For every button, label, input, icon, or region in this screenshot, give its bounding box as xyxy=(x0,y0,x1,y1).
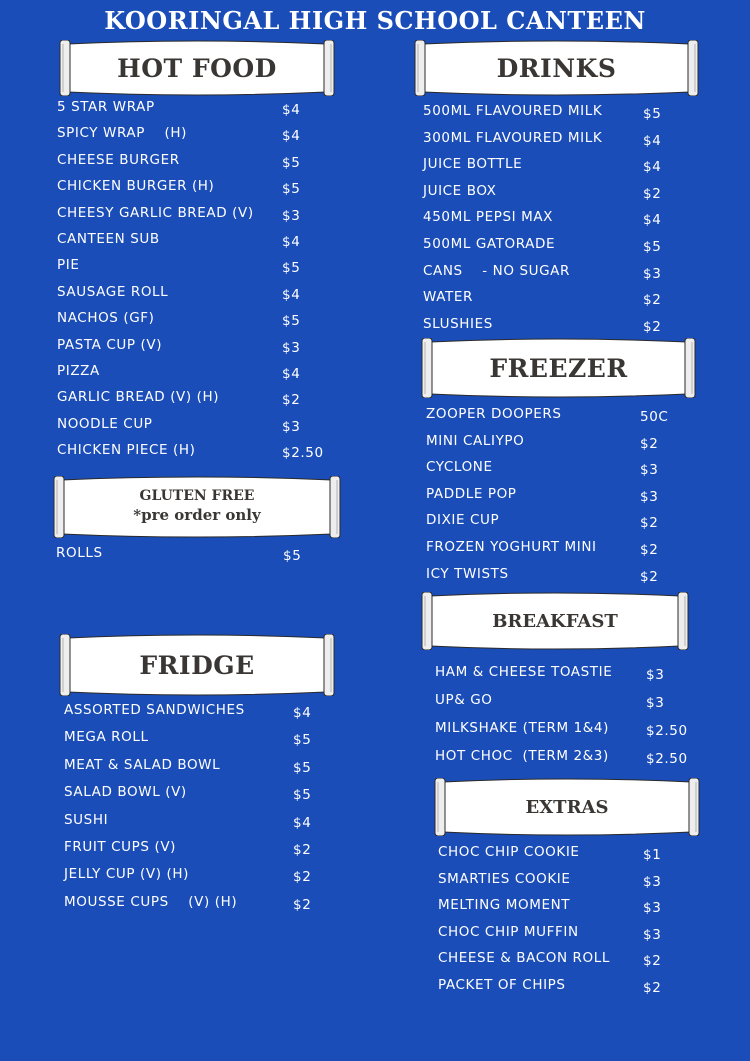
menu-item-name: SUSHI xyxy=(64,811,109,828)
menu-item-price: $5 xyxy=(643,106,662,122)
menu-item-price: $4 xyxy=(293,705,312,721)
menu-item-price: $3 xyxy=(282,418,301,435)
menu-item-name: MOUSSE CUPS (V) (H) xyxy=(64,893,238,910)
breakfast-banner xyxy=(420,592,690,650)
menu-item-name: ZOOPER DOOPERS xyxy=(426,406,562,422)
breakfast-heading: BREAKFAST xyxy=(492,610,618,632)
menu-item-name: HOT CHOC (TERM 2&3) xyxy=(435,748,609,764)
menu-item-price: $3 xyxy=(646,695,665,711)
menu-item-name: CHOC CHIP COOKIE xyxy=(438,844,580,860)
freezer-banner xyxy=(420,338,697,398)
menu-item-name: 450ML PEPSI MAX xyxy=(423,209,554,226)
menu-item-name: HAM & CHEESE TOASTIE xyxy=(435,664,613,680)
menu-item-name: SPICY WRAP (H) xyxy=(57,125,188,142)
menu-item-price: $3 xyxy=(640,462,659,479)
menu-item-name: FRUIT CUPS (V) xyxy=(64,839,177,855)
menu-item-name: MINI CALIYPO xyxy=(426,432,525,449)
menu-item-price: $5 xyxy=(282,181,301,198)
menu-item-price: $3 xyxy=(643,926,662,943)
menu-item-price: $5 xyxy=(643,239,662,255)
page-title: KOORINGAL HIGH SCHOOL CANTEEN xyxy=(104,6,646,35)
menu-item-price: $2.50 xyxy=(282,445,324,462)
gluten-free-subheading: *pre order only xyxy=(133,506,261,524)
menu-item-name: SLUSHIES xyxy=(423,315,493,332)
menu-item-name: MEGA ROLL xyxy=(64,729,149,746)
menu-item-price: $5 xyxy=(283,548,302,564)
menu-item-name: MEAT & SALAD BOWL xyxy=(64,756,221,773)
menu-item-name: CHICKEN PIECE (H) xyxy=(57,442,196,459)
menu-item-name: FROZEN YOGHURT MINI xyxy=(426,539,597,555)
menu-item-name: CANTEEN SUB xyxy=(57,231,160,247)
freezer-heading: FREEZER xyxy=(489,353,628,383)
menu-item-price: $3 xyxy=(643,265,662,282)
menu-item-price: $5 xyxy=(282,154,301,171)
fridge-banner xyxy=(58,634,336,696)
menu-item-price: $2 xyxy=(643,185,662,202)
menu-item-price: $3 xyxy=(643,873,662,890)
menu-item-name: 500ML FLAVOURED MILK xyxy=(423,103,603,119)
menu-item-name: 300ML FLAVOURED MILK xyxy=(423,129,603,146)
menu-item-name: PACKET OF CHIPS xyxy=(438,976,566,993)
menu-item-name: JUICE BOTTLE xyxy=(423,156,523,173)
menu-item-price: $5 xyxy=(282,313,301,330)
menu-item-name: JUICE BOX xyxy=(423,182,497,199)
menu-item-name: GARLIC BREAD (V) (H) xyxy=(57,389,220,406)
menu-item-name: DIXIE CUP xyxy=(426,512,500,529)
menu-item-price: $2 xyxy=(643,318,662,335)
menu-item-price: $4 xyxy=(282,128,301,145)
gluten-free-banner xyxy=(52,476,342,538)
hot-food-banner xyxy=(58,40,336,96)
menu-item-name: MILKSHAKE (TERM 1&4) xyxy=(435,720,609,736)
menu-item-price: $3 xyxy=(640,488,659,505)
menu-item-name: CHEESY GARLIC BREAD (V) xyxy=(57,204,254,221)
menu-item-name: PIE xyxy=(57,257,80,274)
menu-item-price: $4 xyxy=(293,814,312,831)
menu-item-name: PADDLE POP xyxy=(426,485,517,502)
menu-item-price: $4 xyxy=(282,366,301,382)
menu-item-name: ROLLS xyxy=(56,545,103,561)
menu-item-price: $3 xyxy=(282,207,301,224)
menu-item-price: $5 xyxy=(282,260,301,277)
menu-item-name: CANS - NO SUGAR xyxy=(423,262,570,279)
menu-item-name: SMARTIES COOKIE xyxy=(438,870,571,887)
menu-item-name: JELLY CUP (V) (H) xyxy=(64,866,189,883)
menu-item-price: $5 xyxy=(293,787,312,804)
menu-item-price: $4 xyxy=(643,212,662,229)
menu-item-price: $2 xyxy=(640,515,659,532)
gluten-free-heading: GLUTEN FREE xyxy=(139,488,255,504)
menu-item-price: $2 xyxy=(293,896,312,913)
menu-item-name: ASSORTED SANDWICHES xyxy=(64,702,245,718)
menu-item-price: $3 xyxy=(646,667,665,683)
menu-item-name: NOODLE CUP xyxy=(57,415,153,432)
menu-item-price: $2 xyxy=(282,392,301,409)
menu-item-name: CHEESE & BACON ROLL xyxy=(438,950,610,966)
menu-item-price: $2 xyxy=(643,292,662,309)
drinks-heading: DRINKS xyxy=(496,53,617,83)
fridge-heading: FRIDGE xyxy=(139,650,255,680)
menu-item-price: $3 xyxy=(282,339,301,356)
menu-item-name: SAUSAGE ROLL xyxy=(57,283,169,300)
menu-item-name: MELTING MOMENT xyxy=(438,897,571,913)
menu-item-name: 500ML GATORADE xyxy=(423,236,556,252)
menu-item-name: CYCLONE xyxy=(426,459,493,476)
menu-item-price: $2 xyxy=(293,869,312,886)
menu-item-price: $4 xyxy=(282,286,301,303)
menu-item-name: SALAD BOWL (V) xyxy=(64,784,187,801)
menu-item-name: ICY TWISTS xyxy=(426,565,509,582)
menu-item-name: NACHOS (GF) xyxy=(57,310,155,327)
extras-banner xyxy=(433,778,701,836)
menu-item-price: $2 xyxy=(643,953,662,969)
menu-item-name: UP& GO xyxy=(435,692,493,708)
menu-item-name: CHOC CHIP MUFFIN xyxy=(438,923,579,940)
menu-item-price: $2.50 xyxy=(646,751,688,767)
menu-item-price: $4 xyxy=(282,234,301,250)
menu-item-price: $4 xyxy=(282,102,301,118)
hot-food-heading: HOT FOOD xyxy=(117,53,277,83)
extras-heading: EXTRAS xyxy=(525,796,609,818)
menu-item-price: $3 xyxy=(643,900,662,916)
menu-item-price: $4 xyxy=(643,159,662,176)
menu-item-name: PIZZA xyxy=(57,363,100,379)
menu-item-name: PASTA CUP (V) xyxy=(57,336,163,353)
menu-item-price: $2 xyxy=(640,435,659,452)
menu-item-price: $2 xyxy=(643,979,662,996)
menu-item-name: WATER xyxy=(423,289,473,306)
menu-item-price: $1 xyxy=(643,847,662,863)
menu-item-price: 50C xyxy=(640,409,669,425)
menu-item-price: $5 xyxy=(293,732,312,749)
menu-item-name: CHEESE BURGER xyxy=(57,151,180,168)
menu-item-name: CHICKEN BURGER (H) xyxy=(57,178,215,195)
menu-item-price: $5 xyxy=(293,759,312,776)
drinks-banner xyxy=(413,40,700,96)
menu-item-price: $4 xyxy=(643,132,662,149)
menu-item-price: $2 xyxy=(293,842,312,858)
menu-item-price: $2 xyxy=(640,568,659,585)
menu-item-name: 5 STAR WRAP xyxy=(57,99,155,115)
menu-item-price: $2 xyxy=(640,542,659,558)
menu-item-price: $2.50 xyxy=(646,723,688,739)
